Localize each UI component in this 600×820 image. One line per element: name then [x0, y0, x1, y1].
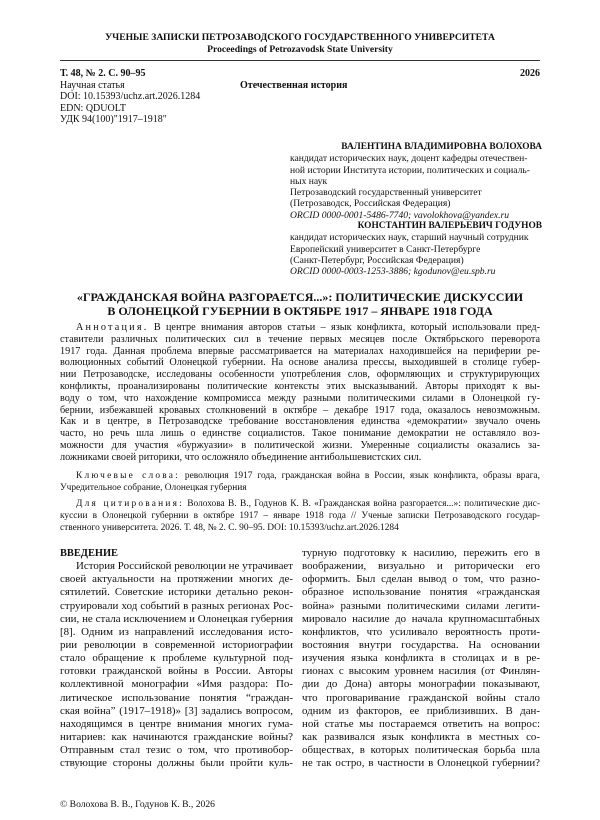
- author-affiliation-line: ной истории Института истории, политических и социаль-: [290, 164, 530, 176]
- body-line: сятилетий. Советские историки детально рекон-: [60, 586, 293, 599]
- body-line: война» разными политическими силами легити-: [302, 599, 540, 612]
- author-affiliation-line: Петрозаводский государственный университет: [290, 187, 482, 199]
- abstract-label: Аннотация.: [76, 322, 149, 333]
- body-line: своей актуальности на протяжении многих де-: [60, 573, 293, 586]
- citation-text: Волохова В. В., Годунов К. В. «Гражданская война разгорается...»: политические дис-: [187, 499, 540, 509]
- abstract-line: можности для участия «буржуазии» в политической жизни. Умеренные социалисты оказались за-: [60, 439, 540, 451]
- author-affiliation-line: кандидат исторических наук, доцент кафедры отечествен-: [290, 153, 528, 165]
- abstract-line: конфликты, проанализированы политические контексты этих высказываний. Авторы приходят к вы-: [60, 380, 540, 392]
- citation: [60, 498, 540, 534]
- body-line: изучения языка конфликта в столицах и в ре-: [302, 652, 540, 665]
- abstract: [60, 322, 540, 464]
- body-line: стало обращение к проблеме культурной под-: [60, 652, 293, 665]
- body-line: нитариев: как начинаются гражданские войны?: [60, 730, 293, 743]
- doi: DOI: 10.15393/uchz.art.2026.1284: [60, 91, 201, 103]
- body-line: литическое использование понятия “граждан-: [60, 691, 293, 704]
- author-affiliation-line: (Санкт-Петербург, Российская Федерация): [290, 254, 464, 266]
- section-heading: ВВЕДЕНИЕ: [60, 548, 118, 559]
- keywords-label: Ключевые слова:: [76, 471, 180, 481]
- body-line: сии, не стала исключением и Олонецкая губерния: [60, 612, 293, 625]
- author-affiliation-line: (Петрозаводск, Российская Федерация): [290, 198, 451, 210]
- abstract-line: часто, но речь шла лишь о единстве социалистов. Такое понимание демократии не оставляло воз-: [60, 428, 540, 440]
- header-rule: [60, 60, 540, 61]
- edn: EDN: QDUOLT: [60, 102, 127, 114]
- body-line: как развивался язык конфликта в местных со-: [302, 730, 540, 743]
- author-affiliation-line: ных наук: [290, 175, 328, 187]
- author-name: ВАЛЕНТИНА ВЛАДИМИРОВНА ВОЛОХОВА: [341, 142, 542, 152]
- volume-info: Т. 48, № 2. С. 90–95: [60, 68, 146, 79]
- abstract-text: В центре внимания авторов статьи – язык конфликта, который использовали пред-: [153, 322, 540, 333]
- article-meta: [60, 68, 540, 126]
- abstract-line: бернии, избежавшей кровавых столкновений в октябре – декабре 1917 года, оказалось невозможным.: [60, 404, 540, 416]
- year: 2026: [520, 68, 540, 79]
- body-line: коллективной монографии «Имя раздора: По-: [60, 678, 293, 691]
- author-block: [290, 142, 542, 278]
- journal-title-en: Proceedings of Petrozavodsk State University: [207, 44, 393, 55]
- body-line: струировали ход событий в разных регионах Рос-: [60, 599, 293, 612]
- left-column: [60, 547, 293, 770]
- author-affiliation-line: кандидат исторических наук, старший научный сотрудник: [290, 232, 529, 244]
- keywords-line: Учредительное собрание, Олонецкая губерния: [60, 483, 247, 493]
- body-line: готовки гражданской войны в России. Авторы: [60, 665, 293, 678]
- udk: УДК 94(100)"1917–1918": [60, 114, 167, 126]
- author-affiliation-line: Европейский университет в Санкт-Петербурге: [290, 243, 481, 255]
- abstract-line: нии Петрозаводске, исследованы особенности употребления слов, оформляющих и структурирующих: [60, 369, 540, 381]
- article-title: [0, 290, 600, 318]
- body-line: мировало насилие до начала крупномасштабных: [302, 612, 540, 625]
- copyright: © Волохова В. В., Годунов К. В., 2026: [60, 799, 215, 810]
- body-line: рии революции в современной историографии: [60, 638, 293, 651]
- author-orcid: ORCID 0000-0001-5486-7740; vavolokhova@yandex.ru: [290, 209, 510, 221]
- body-line: ская война” (1917–1918)» [3] задались вопросом,: [60, 704, 293, 717]
- abstract-line: ложниками своей риторики, что осложняло объединение антибольшевистских сил.: [60, 451, 422, 463]
- body-line: востояния внутри государства. На основании: [302, 638, 540, 651]
- body-line: турную подготовку к насилию, пережить его в: [302, 547, 540, 559]
- citation-label: Для цитирования:: [76, 499, 184, 509]
- body-line: ной статье мы постараемся ответить на вопрос:: [302, 717, 540, 730]
- citation-line: ственного университета. 2026. Т. 48, № 2. С. 90–95. DOI: 10.15393/uchz.art.2026.1284: [60, 523, 399, 533]
- citation-line: куссии в Олонецкой губернии в октябре 1917 – январе 1918 года // Ученые записки Петрозаводского государ-: [60, 511, 540, 521]
- abstract-line: ставители различных политических сил в течение первых месяцев после Октябрьского переворота: [60, 333, 540, 345]
- body-line: оформить. Был сделан вывод о том, что разно-: [302, 573, 540, 586]
- section-name: Отечественная история: [240, 79, 348, 91]
- body-line: воображении, визуально и риторически его: [302, 560, 540, 573]
- body-line: конфликтов, что усиливало вероятность проти-: [302, 625, 540, 638]
- body-line: [8]. Одним из направлений исследования исто-: [60, 625, 293, 638]
- body-line: История Российской революции не утрачивает: [76, 560, 293, 573]
- body-line: не так остро, в частности в Олонецкой губернии?: [302, 757, 540, 770]
- keywords-text: революция 1917 года, гражданская война в России, язык конфликта, образы врага,: [184, 471, 540, 481]
- right-column: [302, 547, 540, 770]
- title-line: «ГРАЖДАНСКАЯ ВОЙНА РАЗГОРАЕТСЯ...»: ПОЛИТИЧЕСКИЕ ДИСКУССИИ: [76, 290, 524, 304]
- abstract-line: Как и в центре, в Петрозаводске требование восстановления единства «демократии» звучало очень: [60, 416, 540, 428]
- author-name: КОНСТАНТИН ВАЛЕРЬЕВИЧ ГОДУНОВ: [357, 221, 542, 232]
- title-line: В ОЛОНЕЦКОЙ ГУБЕРНИИ В ОКТЯБРЕ 1917 – ЯНВАРЕ 1918 ГОДА: [107, 304, 493, 318]
- abstract-line: волюционных событий Олонецкой губернии. На основе анализа прессы, выходившей в столице губер-: [60, 357, 540, 369]
- body-line: образное использование понятия «гражданская: [302, 586, 540, 599]
- body-line: Отправным стал тезис о том, что противобор-: [60, 744, 293, 757]
- keywords: [60, 470, 540, 494]
- author-orcid: ORCID 0000-0003-1253-3886; kgodunov@eu.spb.ru: [290, 266, 496, 278]
- body-line: находящимся в центре внимания многих гума-: [60, 717, 293, 730]
- body-line: гионах с высоким уровнем насилия (от Финлян-: [302, 665, 540, 678]
- journal-title-ru: УЧЕНЫЕ ЗАПИСКИ ПЕТРОЗАВОДСКОГО ГОСУДАРСТВЕННОГО УНИВЕРСИТЕТА: [105, 32, 495, 43]
- body-line: ствующие стороны должны были пройти куль-: [60, 757, 293, 770]
- body-line: обществах, в которых политическая борьба шла: [302, 744, 540, 757]
- body-line: одним из факторов, ее приблизивших. В дан-: [302, 704, 540, 717]
- abstract-line: 1917 года. Данная проблема впервые рассматривается на материалах находившейся на периферии ре-: [60, 345, 540, 357]
- abstract-line: воду о том, что нахождение компромисса между разными политическими силами в Олонецкой гу-: [60, 392, 540, 404]
- body-line: что проговаривание гражданской войны стало: [302, 691, 540, 704]
- body-line: дии до Дона) авторы монографии показывают,: [302, 678, 540, 691]
- article-type: Научная статья: [60, 79, 125, 91]
